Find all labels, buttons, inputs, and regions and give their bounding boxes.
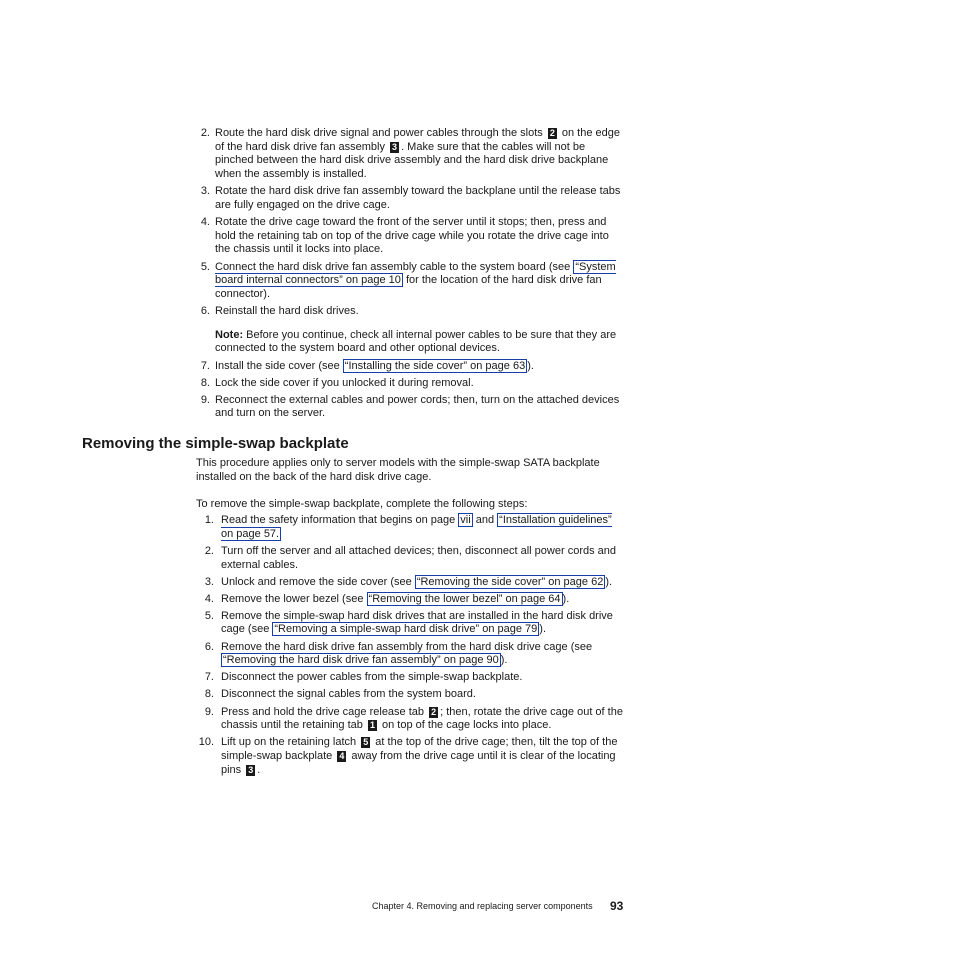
list-item: [196, 576, 626, 590]
removing-lower-bezel-link[interactable]: “Removing the lower bezel” on page 64: [368, 592, 561, 605]
callout-badge: 1: [369, 720, 375, 731]
list-item: [196, 185, 626, 212]
list-item: [196, 688, 626, 702]
text-run: and: [475, 514, 495, 526]
text-run: Lift up on the retaining latch: [221, 736, 357, 749]
note: [215, 329, 626, 356]
intro-paragraph: This procedure applies only to server models with the simple-swap SATA backplate installed on the back of the hard disk drive cage.: [196, 457, 600, 483]
text-run: .: [257, 763, 261, 776]
step-text: Lock the side cover if you unlocked it during removal.: [215, 376, 474, 389]
step-text: Reinstall the hard disk drives.: [215, 305, 359, 317]
step-number: 4.: [200, 216, 210, 228]
list-item: [196, 305, 626, 319]
list-item: [196, 377, 626, 391]
step-number: 10.: [198, 736, 214, 749]
removing-fan-assembly-link[interactable]: “Removing the hard disk drive fan assembly” on page 90: [223, 654, 499, 667]
note-label: Note:: [215, 328, 244, 341]
step-number: 5.: [204, 609, 214, 622]
footer-chapter: Chapter 4. Removing and replacing server components: [372, 901, 593, 911]
list-item: [196, 671, 626, 685]
step-number: 9.: [200, 393, 210, 406]
text-run: ).: [500, 654, 508, 667]
list-item: [196, 706, 626, 733]
step-number: 5.: [200, 260, 210, 273]
callout-badge: 4: [339, 751, 345, 762]
text-run: on the edge of the hard disk drive fan assembly: [215, 127, 621, 153]
text-run: Read the safety information that begins on page: [221, 514, 456, 526]
step-text: [215, 360, 626, 374]
callout-badge: 2: [549, 128, 555, 138]
installing-side-cover-link[interactable]: “Installing the side cover” on page 63: [344, 359, 526, 372]
callout-badge: 5: [363, 737, 369, 748]
text-run: Route the hard disk drive signal and power cables through the slots: [215, 127, 543, 139]
removing-hard-disk-drive-link[interactable]: “Removing a simple-swap hard disk drive” on page 79: [274, 623, 538, 636]
step-text: Rotate the hard disk drive fan assembly toward the backplane until the release tabs are fully engaged on the drive cage.: [215, 185, 621, 211]
step-number: 6.: [200, 305, 210, 317]
callout-badge: 2: [431, 706, 437, 717]
step-text: [221, 610, 626, 637]
page-number: 93: [610, 899, 624, 913]
step-text: [221, 576, 626, 590]
text-run: . Make sure that the cables will not be pinched between the hard disk drive assembly and the hard disk drive backplane when the assembly is installed.: [215, 140, 609, 181]
text-run: Install the side cover (see: [215, 359, 340, 372]
list-item: [196, 610, 626, 637]
callout-badge: 3: [248, 764, 254, 775]
step-text: Disconnect the signal cables from the system board.: [221, 688, 476, 701]
step-text: Rotate the drive cage toward the front of the server until it stops; then, press and hold the retaining tab on top of the drive cage while you rotate the drive cage into the chassis until it locks into place.: [215, 216, 609, 256]
step-number: 3.: [204, 575, 214, 588]
step-number: 7.: [200, 359, 210, 372]
step-text: [221, 593, 626, 607]
steps-intro: To remove the simple-swap backplate, complete the following steps:: [196, 498, 528, 510]
list-item: [196, 261, 626, 302]
step-number: 8.: [204, 688, 214, 701]
list-item: [196, 545, 626, 572]
text-run: Remove the hard disk drive fan assembly from the hard disk drive cage (see: [221, 640, 593, 653]
callout-badge: 3: [392, 141, 398, 152]
text-run: ).: [527, 359, 534, 372]
text-run: ).: [605, 575, 613, 588]
text-run: Remove the lower bezel (see: [221, 592, 364, 605]
list-item: [196, 216, 626, 257]
step-number: 6.: [204, 640, 214, 653]
text-run: Unlock and remove the side cover (see: [221, 575, 412, 588]
step-number: 7.: [204, 671, 214, 684]
procedure-list: [196, 514, 626, 781]
step-text: [215, 127, 626, 182]
step-number: 4.: [204, 592, 214, 605]
list-item: [196, 394, 626, 421]
text-run: ).: [562, 592, 570, 605]
system-board-connectors-link[interactable]: “System board internal connectors” on page 10: [215, 260, 616, 287]
text-run: away from the drive cage until it is clear of the locating pins: [221, 750, 616, 776]
list-item: [196, 593, 626, 607]
step-text: [221, 641, 626, 668]
step-text: [221, 706, 626, 733]
text-run: Connect the hard disk drive fan assembly cable to the system board (see: [215, 260, 571, 273]
installation-guidelines-link[interactable]: “Installation guidelines” on page 57.: [221, 514, 612, 540]
step-number: 8.: [200, 376, 210, 389]
note-text: Before you continue, check all internal power cables to be sure that they are connected to the system board and other optional devices.: [215, 328, 617, 355]
step-text: Reconnect the external cables and power cords; then, turn on the attached devices and turn on the server.: [215, 393, 620, 420]
text-run: at the top of the drive cage; then, tilt the top of the simple-swap backplate: [221, 736, 618, 763]
step-text: [221, 514, 626, 541]
text-run: ; then, rotate the drive cage out of the chassis until the retaining tab: [221, 705, 623, 732]
removing-side-cover-link[interactable]: “Removing the side cover” on page 62: [416, 575, 604, 588]
step-number: 3.: [200, 185, 210, 198]
procedure-list-continued: [196, 127, 626, 424]
step-number: 1.: [204, 514, 214, 526]
text-run: Press and hold the drive cage release tab: [221, 705, 425, 718]
text-run: ).: [539, 623, 547, 636]
list-item: [196, 127, 626, 182]
text-run: for the location of the hard disk drive fan connector).: [215, 274, 602, 300]
safety-page-link[interactable]: vii: [460, 514, 471, 526]
step-text: [221, 736, 626, 777]
step-text: Disconnect the power cables from the simple-swap backplate.: [221, 671, 523, 684]
section-heading: Removing the simple-swap backplate: [82, 435, 349, 452]
list-item: [196, 736, 626, 777]
text-run: on top of the cage locks into place.: [382, 719, 552, 732]
step-number: 9.: [204, 705, 214, 718]
step-text: Turn off the server and all attached devices; then, disconnect all power cords and external cables.: [221, 544, 617, 571]
list-item: [196, 641, 626, 668]
step-text: [215, 261, 626, 302]
step-number: 2.: [200, 127, 210, 139]
text-run: Remove the simple-swap hard disk drives that are installed in the hard disk drive cage (see: [221, 609, 613, 636]
step-number: 2.: [204, 544, 214, 557]
list-item: [196, 514, 626, 541]
list-item: [196, 360, 626, 374]
